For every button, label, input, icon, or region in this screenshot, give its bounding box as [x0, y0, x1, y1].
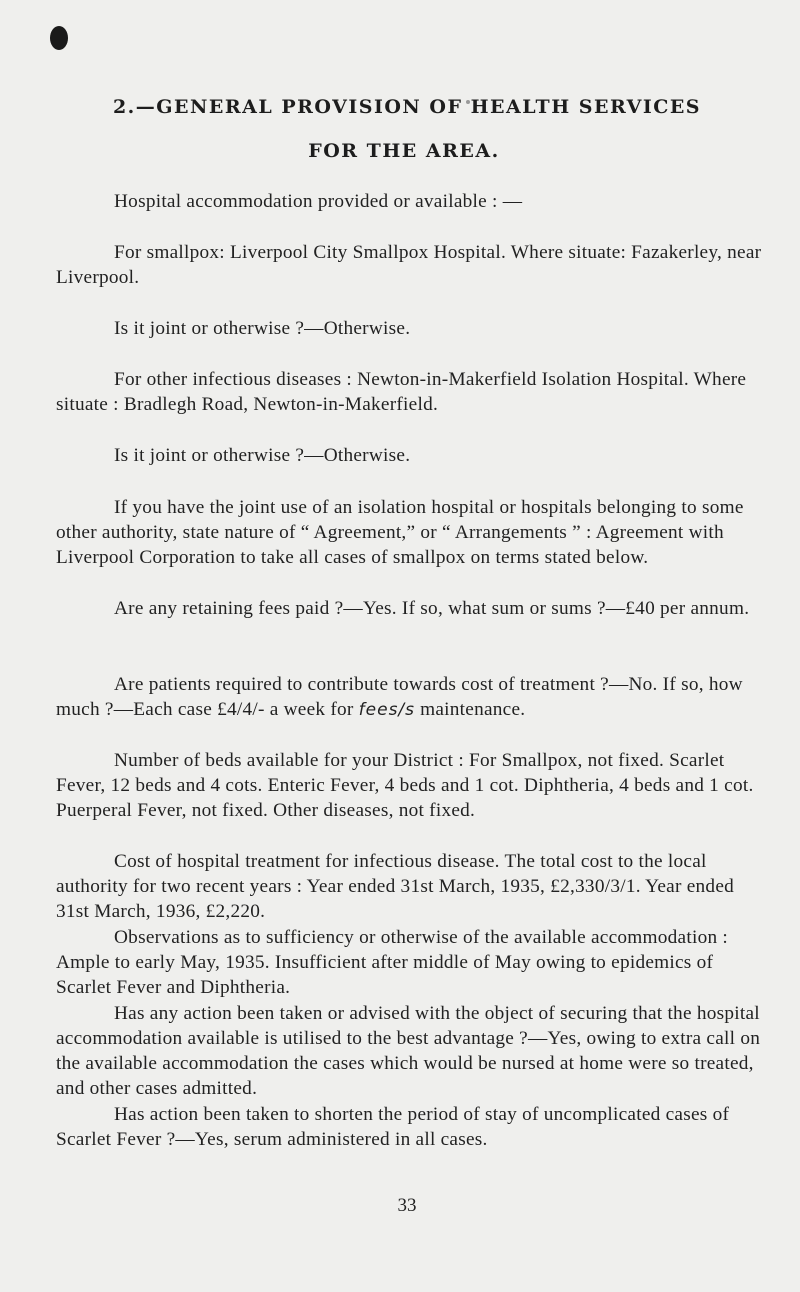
paragraph-action-advised: Has any action been taken or advised with the object of securing that the hospital accommodation available is utilised to the best advantage ?—Yes, owing to extra call on the available accommodation the cases which would be nursed at home were so treated, and other cases admitted.: [56, 1003, 761, 1099]
paragraph-hospital-cost: Cost of hospital treatment for infectious disease. The total cost to the local authority for two recent years : Year ended 31st March, 1935, £2,330/3/1. Year ended 31st March, 1936, £2,220.: [56, 851, 735, 922]
patient-contribution-tail: maintenance.: [420, 699, 526, 720]
paragraph-joint-1: Is it joint or otherwise ?—Otherwise.: [114, 318, 411, 339]
paragraph-beds-available: Number of beds available for your District : For Smallpox, not fixed. Scarlet Fever, 12 beds and 4 cots. Enteric Fever, 4 beds and 1 cot. Diphtheria, 4 beds and 1 cot. Puerperal Fever, not fixed. Other diseases, not fixed.: [56, 750, 754, 821]
patient-contribution-text: Are patients required to contribute towards cost of treatment ?—No. If so, how much ?—Each case £4/4/- a week for: [56, 674, 743, 720]
paragraph-retaining-fees: Are any retaining fees paid ?—Yes. If so, what sum or sums ?—£40 per annum.: [114, 598, 750, 619]
paragraph-patient-contribution: [56, 672, 762, 723]
paragraph-agreement: If you have the joint use of an isolation hospital or hospitals belonging to some other authority, state nature of “ Agreement,” or “ Arrangements ” : Agreement with Liverpool Corporation to take all cases of smallpox on terms stated below.: [56, 497, 744, 568]
paragraph-joint-2: Is it joint or otherwise ?—Otherwise.: [114, 445, 411, 466]
paragraph-shorten-stay: Has action been taken to shorten the period of stay of uncomplicated cases of Scarlet Fever ?—Yes, serum administered in all cases.: [56, 1104, 730, 1150]
paragraph-observations: Observations as to sufficiency or otherwise of the available accommodation : Ample to early May, 1935. Insufficient after middle of May owing to epidemics of Scarlet Fever and Diphtheria.: [56, 927, 729, 998]
handwritten-annotation: fees/s: [358, 700, 416, 720]
paragraph-smallpox: For smallpox: Liverpool City Smallpox Hospital. Where situate: Fazakerley, near Liverpool.: [56, 242, 762, 288]
paragraph-hospital-accommodation: Hospital accommodation provided or available : —: [114, 191, 523, 212]
section-heading: 2.—GENERAL PROVISION OF HEALTH SERVICES: [112, 96, 702, 118]
page-number: 33: [397, 1195, 417, 1216]
punch-hole-mark: [50, 26, 68, 50]
paragraph-other-infectious: For other infectious diseases : Newton-in-Makerfield Isolation Hospital. Where situate : Bradlegh Road, Newton-in-Makerfield.: [56, 369, 747, 415]
section-subheading: FOR THE AREA.: [308, 140, 500, 162]
